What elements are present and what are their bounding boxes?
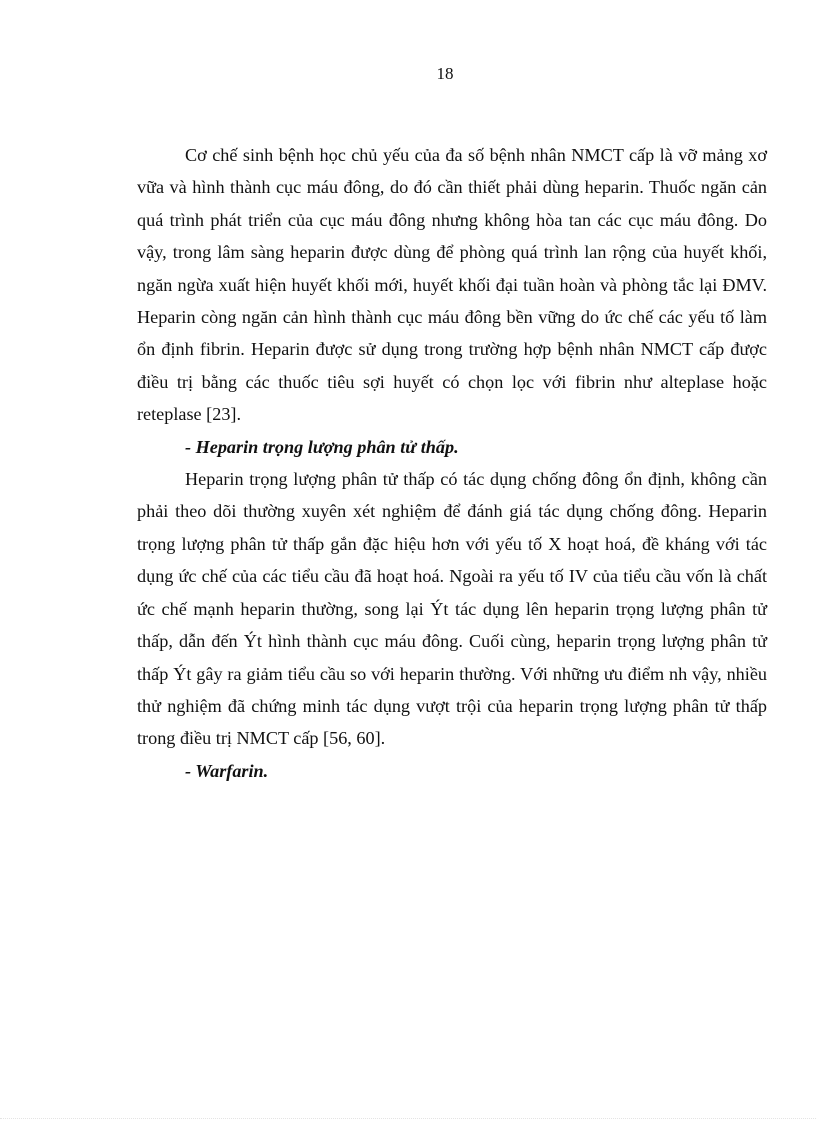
paragraph-lmwh: Heparin trọng lượng phân tử thấp có tác dụng chống đông ổn định, không cần phải theo dõi thường xuyên xét nghiệm để đánh giá tác dụng chống đông. Heparin trọng lượng phân tử thấp gắn đặc hiệu hơn với yếu tố X hoạt hoá, đề kháng với tác dụng ức chế của các tiểu cầu đã hoạt hoá. Ngoài ra yếu tố IV của tiểu cầu vốn là chất ức chế mạnh heparin thường, song lại Ýt tác dụng lên heparin trọng lượng phân tử thấp, dẫn đến Ýt hình thành cục máu đông. Cuối cùng, heparin trọng lượng phân tử thấp Ýt gây ra giảm tiểu cầu so với heparin thường. Với những ưu điểm nh vậy, nhiều thử nghiệm đã chứng minh tác dụng vượt trội của heparin trọng lượng phân tử thấp trong điều trị NMCT cấp [56, 60].: [137, 469, 767, 749]
heading-low-molecular-weight-heparin: - Heparin trọng lượng phân tử thấp.: [185, 436, 459, 457]
document-body: [137, 139, 767, 787]
page-bottom-divider: [0, 1118, 816, 1119]
paragraph-mechanism: Cơ chế sinh bệnh học chủ yếu của đa số bệnh nhân NMCT cấp là vỡ mảng xơ vữa và hình thành cục máu đông, do đó cần thiết phải dùng heparin. Thuốc ngăn cản quá trình phát triển của cục máu đông nhưng không hòa tan các cục máu đông. Do vậy, trong lâm sàng heparin được dùng để phòng quá trình lan rộng của huyết khối, ngăn ngừa xuất hiện huyết khối mới, huyết khối đại tuần hoàn và phòng tắc lại ĐMV. Heparin còng ngăn cản hình thành cục máu đông bền vững do ức chế các yếu tố làm ổn định fibrin. Heparin được sử dụng trong trường hợp bệnh nhân NMCT cấp được điều trị bằng các thuốc tiêu sợi huyết có chọn lọc với fibrin như alteplase hoặc reteplase [23].: [137, 145, 767, 425]
heading-warfarin: - Warfarin.: [185, 760, 269, 781]
page-number: 18: [436, 64, 454, 83]
